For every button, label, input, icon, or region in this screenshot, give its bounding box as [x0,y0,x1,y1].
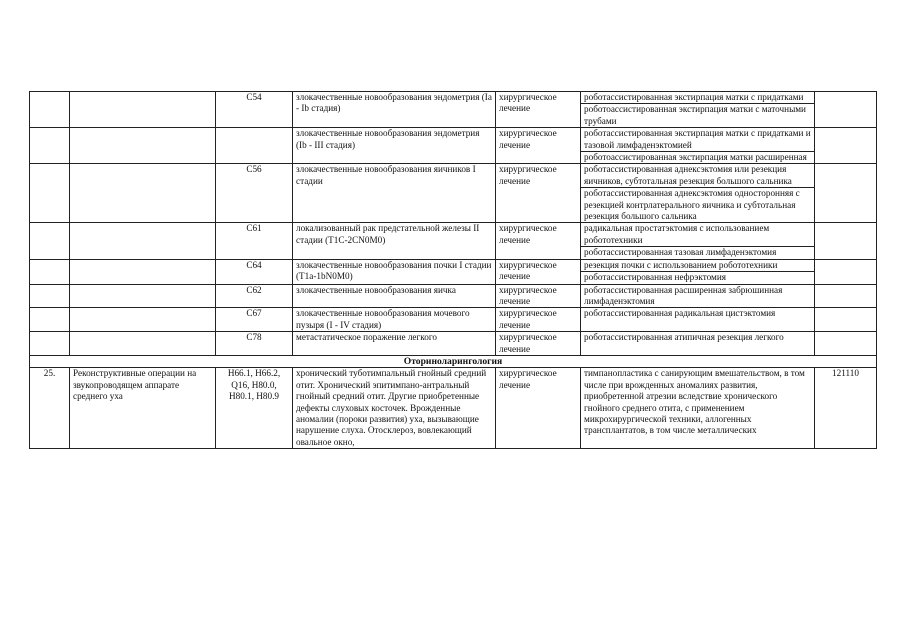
name-cell [70,308,216,332]
treatment-type-cell: хирургическое лечение [496,284,581,308]
method-text: роботассистированная атипичная резекция легкого [584,332,784,343]
method-text: роботассистированная тазовая лимфаденэктомия [581,246,814,258]
procedure-name: Реконструктивные операции на звукопроводящем аппарате среднего уха [70,368,216,449]
number-cell [30,223,70,259]
procedures-table [29,91,877,449]
treatment-type-cell: хирургическое лечение [496,92,581,128]
number-cell [30,284,70,308]
section-title: Оториноларингология [30,355,877,367]
method-cell [581,259,815,284]
norm-cell: 121110 [815,368,877,449]
norm-cell [815,259,877,284]
norm-cell [815,332,877,356]
icd-code-cell: C54 [216,92,293,128]
name-cell [70,92,216,128]
norm-cell [815,92,877,128]
section-row [30,355,877,367]
diagnosis-cell: злокачественные новообразования яичка [293,284,496,308]
method-text: роботоассистированная экстирпация матки расширенная [581,151,814,163]
method-text: роботассистированная экстирпация матки с придатками [584,92,804,102]
norm-cell [815,164,877,223]
method-text: роботассистированная радикальная цистэктомия [584,308,776,319]
icd-code-cell: C78 [216,332,293,356]
name-cell [70,164,216,223]
table-row [30,259,877,284]
icd-code-cell: C67 [216,308,293,332]
treatment-type-cell: хирургическое лечение [496,223,581,259]
name-cell [70,332,216,356]
norm-cell [815,223,877,259]
norm-cell [815,128,877,164]
name-cell [70,128,216,164]
method-cell [581,128,815,164]
table-row [30,308,877,332]
number-cell [30,128,70,164]
diagnosis-cell: хронический туботимпальный гнойный средний отит. Хронический эпитимпано-антральный гнойный средний отит. Другие приобретенные дефекты слуховых косточек. Врожденные аномалии (пороки развития) уха, вызывающие нарушение слуха. Отосклероз, вовлекающий овальное окно, [293,368,496,449]
norm-cell [815,308,877,332]
diagnosis-cell: локализованный рак предстательной железы II стадии (T1C-2CN0M0) [293,223,496,259]
method-text: резекция почки с использованием робототехники [584,259,778,270]
treatment-type-cell: хирургическое лечение [496,164,581,223]
number-cell [30,164,70,223]
method-text: роботассистированная экстирпация матки с придатками и тазовой лимфаденэктомией [584,128,811,150]
method-cell: тимпанопластика с санирующим вмешательством, в том числе при врожденных аномалиях развития, приобретенной атрезии вследствие хронического гнойного среднего отита, с применением микрохирургической техники, аллогенных трансплантатов, в том числе металлических [581,368,815,449]
method-text: роботассистированная аднексэктомия или резекция яичников, субтотальная резекция большого сальника [584,164,792,186]
treatment-type-cell: хирургическое лечение [496,259,581,284]
table-row [30,332,877,356]
diagnosis-cell: злокачественные новообразования яичников I стадии [293,164,496,223]
treatment-type-cell: хирургическое лечение [496,332,581,356]
diagnosis-cell: злокачественные новообразования мочевого пузыря (I - IV стадия) [293,308,496,332]
icd-code-cell: C62 [216,284,293,308]
number-cell [30,259,70,284]
method-cell [581,332,815,356]
icd-code-cell: C64 [216,259,293,284]
method-text: роботассистированная аднексэктомия односторонняя с резекцией контрлатерального яичника и субтотальная резекция большого сальника [581,187,814,222]
table-row [30,223,877,259]
method-text: радикальная простатэктомия с использованием робототехники [584,223,770,245]
method-cell [581,223,815,259]
table-row [30,128,877,164]
name-cell [70,284,216,308]
method-cell [581,284,815,308]
diagnosis-cell: злокачественные новообразования эндометрия (Ib - III стадия) [293,128,496,164]
item-number: 25. [30,368,70,449]
number-cell [30,92,70,128]
treatment-type-cell: хирургическое лечение [496,128,581,164]
name-cell [70,259,216,284]
method-text: роботассистированная нефрэктомия [581,271,814,283]
method-cell [581,92,815,128]
icd-code-cell [216,128,293,164]
treatment-type-cell: хирургическое лечение [496,368,581,449]
table-row [30,92,877,128]
norm-cell [815,284,877,308]
diagnosis-cell: злокачественные новообразования эндометрия (Ia - Ib стадия) [293,92,496,128]
number-cell [30,308,70,332]
icd-code-cell: C61 [216,223,293,259]
method-cell [581,308,815,332]
icd-code-cell: C56 [216,164,293,223]
diagnosis-cell: метастатическое поражение легкого [293,332,496,356]
method-cell [581,164,815,223]
table-row [30,164,877,223]
icd-code-cell: H66.1, H66.2, Q16, H80.0, H80.1, H80.9 [216,368,293,449]
table-body [30,92,877,449]
table-row [30,368,877,449]
method-text: роботоассистированная экстирпация матки с маточными трубами [581,103,814,127]
number-cell [30,332,70,356]
name-cell [70,223,216,259]
method-text: роботассистированная расширенная забрюшинная лимфаденэктомия [584,284,783,306]
treatment-type-cell: хирургическое лечение [496,308,581,332]
diagnosis-cell: злокачественные новообразования почки I стадии (T1a-1bN0M0) [293,259,496,284]
table-row [30,284,877,308]
